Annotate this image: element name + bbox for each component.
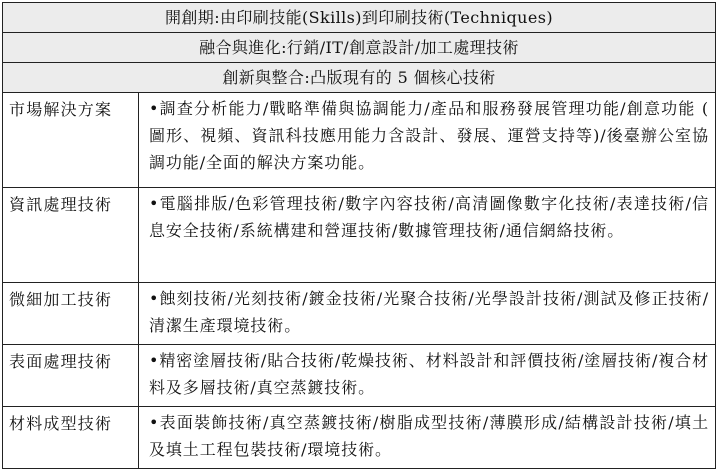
header-fusion-evolution: 融合與進化:行銷/IT/創意設計/加工處理技術	[3, 33, 716, 63]
table-row	[3, 283, 716, 345]
header-founding-period: 開創期:由印刷技能(Skills)到印刷技術(Techniques)	[3, 3, 716, 33]
table-row	[3, 188, 716, 283]
row-content-text: 蝕刻技術/光刻技術/鍍金技術/光聚合技術/光學設計技術/測試及修正技術/清潔生產環境技術。	[149, 289, 709, 335]
bullet-icon: •	[149, 194, 160, 213]
row-content-surface-treatment	[139, 345, 716, 407]
row-content-text: 表面裝飾技術/真空蒸鍍技術/樹脂成型技術/薄膜形成/結構設計技術/填土及填土工程包裝技術/環境技術。	[149, 413, 709, 459]
row-content-microfabrication	[139, 283, 716, 345]
row-label-microfabrication: 微細加工技術	[3, 283, 139, 345]
core-technology-table	[2, 2, 716, 469]
table-row	[3, 93, 716, 188]
bullet-icon: •	[149, 99, 160, 118]
row-label-information-processing: 資訊處理技術	[3, 188, 139, 283]
header-innovation-integration: 創新與整合:凸版現有的 5 個核心技術	[3, 63, 716, 93]
row-content-text: 調查分析能力/戰略準備與協調能力/產品和服務發展管理功能/創意功能 ( 圖形、視頻、資訊科技應用能力含設計、發展、運營支持等)/後臺辦公室協調功能/全面的解決方案功能。	[149, 99, 709, 172]
bullet-icon: •	[149, 413, 160, 432]
table-row	[3, 407, 716, 469]
row-label-surface-treatment: 表面處理技術	[3, 345, 139, 407]
row-content-text: 電腦排版/色彩管理技術/數字內容技術/高清圖像數字化技術/表達技術/信息安全技術/系統構建和營運技術/數據管理技術/通信網絡技術。	[149, 194, 709, 240]
bullet-icon: •	[149, 289, 160, 308]
row-content-text: 精密塗層技術/貼合技術/乾燥技術、材料設計和評價技術/塗層技術/複合材料及多層技術/真空蒸鍍技術。	[149, 351, 709, 397]
header-row-1	[3, 3, 716, 33]
row-label-market-solutions: 市場解決方案	[3, 93, 139, 188]
row-content-material-forming	[139, 407, 716, 469]
row-label-material-forming: 材料成型技術	[3, 407, 139, 469]
table-row	[3, 345, 716, 407]
bullet-icon: •	[149, 351, 160, 370]
core-technology-table-container	[2, 2, 715, 469]
header-row-2	[3, 33, 716, 63]
header-row-3	[3, 63, 716, 93]
row-content-market-solutions	[139, 93, 716, 188]
row-content-information-processing	[139, 188, 716, 283]
